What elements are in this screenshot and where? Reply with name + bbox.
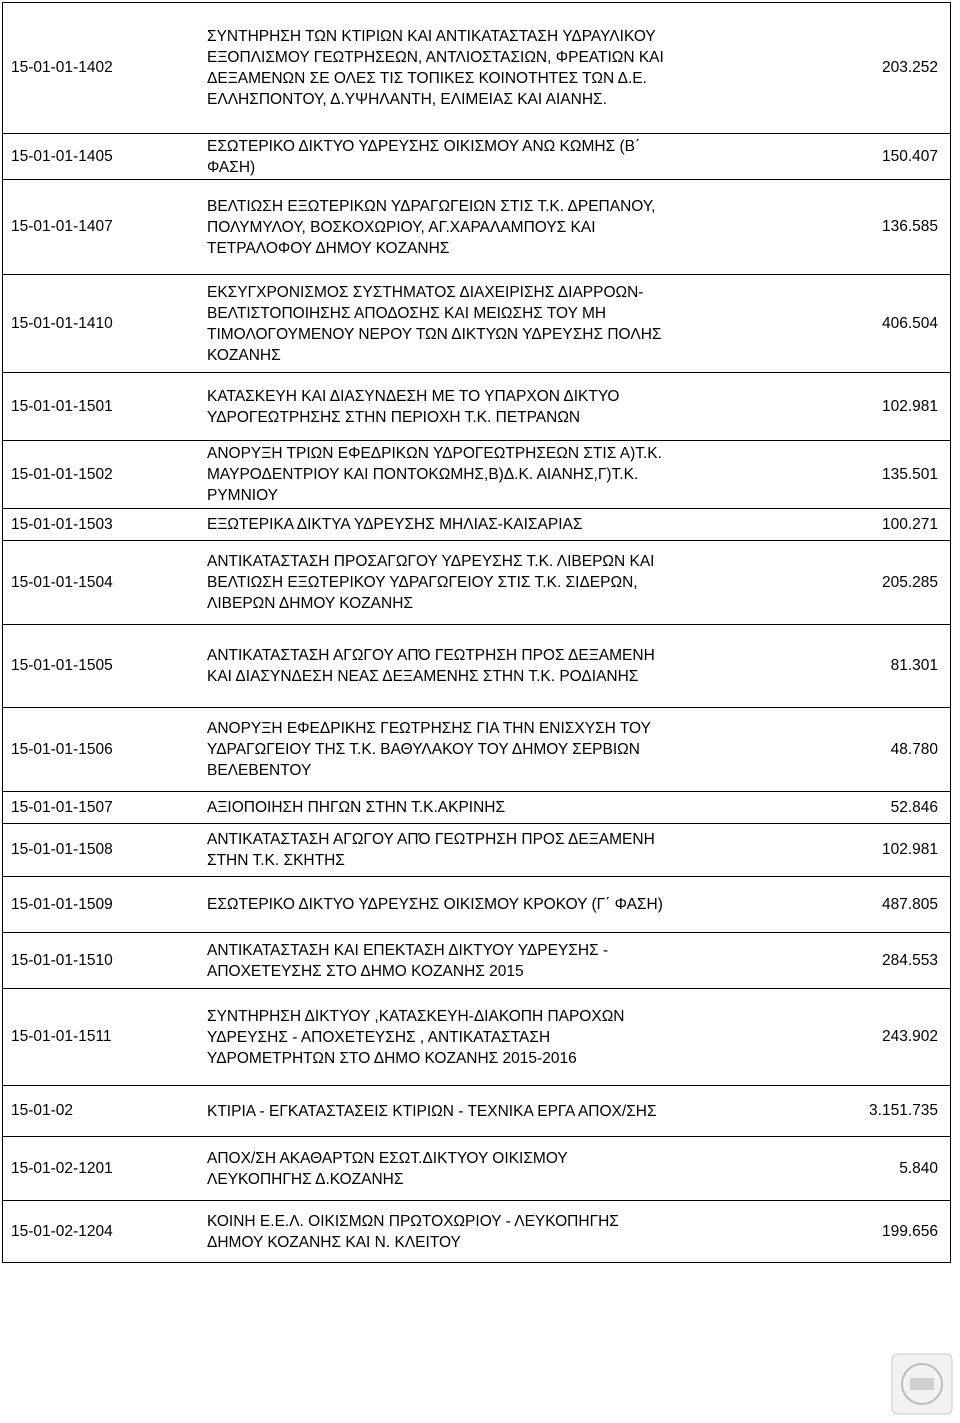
row-description: ΑΝΤΙΚΑΤΑΣΤΑΣΗ ΑΓΩΓΟΥ ΑΠΌ ΓΕΩΤΡΗΣΗ ΠΡΟΣ ΔΕΞΑΜΕΝΗ ΚΑΙ ΔΙΑΣΥΝΔΕΣΗ ΝΕΑΣ ΔΕΞΑΜΕΝΗΣ ΣΤΗΝ Τ.Κ. ΡΟΔΙΑΝΗΣ: [207, 647, 655, 685]
row-amount: 203.252: [881, 59, 938, 76]
row-code: 15-01-01-1508: [11, 841, 113, 858]
row-amount: 136.585: [881, 218, 938, 235]
row-amount: 406.504: [881, 314, 938, 332]
row-description: ΚΑΤΑΣΚΕΥΗ ΚΑΙ ΔΙΑΣΥΝΔΕΣΗ ΜΕ ΤΟ ΥΠΑΡΧΟΝ ΔΙΚΤΥΟ ΥΔΡΟΓΕΩΤΡΗΣΗΣ ΣΤΗΝ ΠΕΡΙΟΧΗ Τ.Κ. ΠΕΤΡΑΝΩΝ: [207, 387, 620, 426]
row-code: 15-01-01-1410: [11, 314, 113, 332]
row-code: 15-01-01-1502: [11, 465, 113, 483]
row-code: 15-01-02: [11, 1102, 74, 1119]
row-code: 15-01-01-1407: [11, 218, 113, 235]
row-description: ΣΥΝΤΗΡΗΣΗ ΤΩΝ ΚΤΙΡΙΩΝ ΚΑΙ ΑΝΤΙΚΑΤΑΣΤΑΣΗ ΥΔΡΑΥΛΙΚΟΥ ΕΞΟΠΛΙΣΜΟΥ ΓΕΩΤΡΗΣΕΩΝ, ΑΝΤΛΙΟΣΤΑΣΙΩΝ, ΦΡΕΑΤΙΩΝ ΚΑΙ ΔΕΞΑΜΕΝΩΝ ΣΕ ΟΛΕΣ ΤΙΣ ΤΟΠΙΚΕΣ ΚΟΙΝΟΤΗΤΕΣ ΤΩΝ Δ.Ε. ΕΛΛΗΣΠΟΝΤΟΥ, Δ.ΥΨΗΛΑΝΤΗ, ΕΛΙΜΕΙΑΣ ΚΑΙ ΑΙΑΝΗΣ.: [207, 28, 664, 108]
row-amount: 150.407: [881, 147, 938, 165]
row-description: ΕΞΩΤΕΡΙΚΑ ΔΙΚΤΥΑ ΥΔΡΕΥΣΗΣ ΜΗΛΙΑΣ-ΚΑΙΣΑΡΙΑΣ: [207, 516, 583, 533]
row-description: ΑΝΟΡΥΞΗ ΕΦΕΔΡΙΚΗΣ ΓΕΩΤΡΗΣΗΣ ΓΙΑ ΤΗΝ ΕΝΙΣΧΥΣΗ ΤΟΥ ΥΔΡΑΓΩΓΕΙΟΥ ΤΗΣ Τ.Κ. ΒΑΘΥΛΑΚΟΥ ΤΟΥ ΔΗΜΟΥ ΣΕΡΒΙΩΝ ΒΕΛΕΒΕΝΤΟΥ: [207, 720, 651, 779]
row-code: 15-01-01-1510: [11, 951, 113, 969]
table-row: [3, 876, 950, 932]
row-amount: 52.846: [890, 798, 938, 816]
table-row: [3, 624, 950, 707]
row-amount: 3.151.735: [869, 1102, 938, 1119]
table-row: [3, 179, 950, 274]
row-code: 15-01-02-1201: [11, 1159, 113, 1177]
row-code: 15-01-01-1503: [11, 515, 113, 533]
row-amount: 284.553: [881, 951, 938, 969]
row-code: 15-01-01-1405: [11, 147, 113, 165]
table-row: [3, 133, 950, 179]
table-row: [3, 3, 950, 133]
row-amount: 102.981: [881, 841, 938, 858]
budget-table: [2, 2, 951, 1263]
table-row: [3, 540, 950, 624]
row-description: ΕΣΩΤΕΡΙΚΟ ΔΙΚΤΥΟ ΥΔΡΕΥΣΗΣ ΟΙΚΙΣΜΟΥ ΑΝΩ ΚΩΜΗΣ (Β΄ ΦΑΣΗ): [207, 137, 641, 176]
row-amount: 100.271: [881, 515, 938, 533]
row-description: ΑΝΤΙΚΑΤΑΣΤΑΣΗ ΠΡΟΣΑΓΩΓΟΥ ΥΔΡΕΥΣΗΣ Τ.Κ. ΛΙΒΕΡΩΝ ΚΑΙ ΒΕΛΤΙΩΣΗ ΕΞΩΤΕΡΙΚΟΥ ΥΔΡΑΓΩΓΕΙΟΥ ΣΤΙΣ Τ.Κ. ΣΙΔΕΡΩΝ, ΛΙΒΕΡΩΝ ΔΗΜΟΥ ΚΟΖΑΝΗΣ: [207, 553, 655, 612]
table-row: [3, 372, 950, 440]
row-amount: 205.285: [881, 573, 938, 591]
table-row: [3, 440, 950, 508]
table-row: [3, 988, 950, 1085]
row-description: ΑΝΟΡΥΞΗ ΤΡΙΩΝ ΕΦΕΔΡΙΚΩΝ ΥΔΡΟΓΕΩΤΡΗΣΕΩΝ ΣΤΙΣ Α)Τ.Κ. ΜΑΥΡΟΔΕΝΤΡΙΟΥ ΚΑΙ ΠΟΝΤΟΚΩΜΗΣ,Β)Δ.Κ. ΑΙΑΝΗΣ,Γ)Τ.Κ. ΡΥΜΝΙΟΥ: [207, 445, 662, 504]
table-row: [3, 791, 950, 823]
row-description: ΕΚΣΥΓΧΡΟΝΙΣΜΟΣ ΣΥΣΤΗΜΑΤΟΣ ΔΙΑΧΕΙΡΙΣΗΣ ΔΙΑΡΡΟΩΝ-ΒΕΛΤΙΣΤΟΠΟΙΗΣΗΣ ΑΠΟΔΟΣΗΣ ΚΑΙ ΜΕΙΩΣΗΣ ΤΟΥ ΜΗ ΤΙΜΟΛΟΓΟΥΜΕΝΟΥ ΝΕΡΟΥ ΤΩΝ ΔΙΚΤΥΩΝ ΥΔΡΕΥΣΗΣ ΠΟΛΗΣ ΚΟΖΑΝΗΣ: [207, 283, 662, 364]
row-code: 15-01-01-1509: [11, 895, 113, 913]
table-row: [3, 1085, 950, 1136]
row-code: 15-01-01-1504: [11, 573, 113, 591]
table-row: [3, 1200, 950, 1262]
row-amount: 48.780: [890, 740, 938, 758]
row-amount: 243.902: [881, 1028, 938, 1045]
row-description: ΒΕΛΤΙΩΣΗ ΕΞΩΤΕΡΙΚΩΝ ΥΔΡΑΓΩΓΕΙΩΝ ΣΤΙΣ Τ.Κ. ΔΡΕΠΑΝΟΥ, ΠΟΛΥΜΥΛΟΥ, ΒΟΣΚΟΧΩΡΙΟΥ, ΑΓ.ΧΑΡΑΛΑΜΠΟΥΣ ΚΑΙ ΤΕΤΡΑΛΟΦΟΥ ΔΗΜΟΥ ΚΟΖΑΝΗΣ: [207, 197, 656, 257]
row-description: ΑΝΤΙΚΑΤΑΣΤΑΣΗ ΑΓΩΓΟΥ ΑΠΌ ΓΕΩΤΡΗΣΗ ΠΡΟΣ ΔΕΞΑΜΕΝΗ ΣΤΗΝ Τ.Κ. ΣΚΗΤΗΣ: [207, 831, 655, 869]
row-amount: 81.301: [890, 657, 938, 674]
row-description: ΚΟΙΝΗ Ε.Ε.Λ. ΟΙΚΙΣΜΩΝ ΠΡΩΤΟΧΩΡΙΟΥ - ΛΕΥΚΟΠΗΓΗΣ ΔΗΜΟΥ ΚΟΖΑΝΗΣ ΚΑΙ Ν. ΚΛΕΙΤΟΥ: [207, 1212, 619, 1251]
row-code: 15-01-01-1501: [11, 397, 113, 415]
row-code: 15-01-01-1511: [11, 1028, 112, 1045]
row-code: 15-01-01-1506: [11, 740, 113, 758]
table-row: [3, 1136, 950, 1200]
row-description: ΚΤΙΡΙΑ - ΕΓΚΑΤΑΣΤΑΣΕΙΣ ΚΤΙΡΙΩΝ - ΤΕΧΝΙΚΑ ΕΡΓΑ ΑΠΟΧ/ΣΗΣ: [207, 1102, 657, 1120]
row-amount: 135.501: [881, 465, 938, 483]
row-amount: 5.840: [899, 1159, 938, 1177]
row-description: ΑΝΤΙΚΑΤΑΣΤΑΣΗ ΚΑΙ ΕΠΕΚΤΑΣΗ ΔΙΚΤΥΟΥ ΥΔΡΕΥΣΗΣ - ΑΠΟΧΕΤΕΥΣΗΣ ΣΤΟ ΔΗΜΟ ΚΟΖΑΝΗΣ 2015: [207, 941, 609, 980]
table-row: [3, 274, 950, 372]
watermark-logo: [890, 1352, 954, 1416]
row-code: 15-01-01-1402: [11, 59, 113, 76]
table-row: [3, 932, 950, 988]
row-amount: 199.656: [881, 1222, 938, 1240]
row-description: ΑΞΙΟΠΟΙΗΣΗ ΠΗΓΩΝ ΣΤΗΝ Τ.Κ.ΑΚΡΙΝΗΣ: [207, 799, 506, 816]
table-row: [3, 508, 950, 540]
row-description: ΣΥΝΤΗΡΗΣΗ ΔΙΚΤΥΟΥ ,ΚΑΤΑΣΚΕΥΗ-ΔΙΑΚΟΠΗ ΠΑΡΟΧΩΝ ΥΔΡΕΥΣΗΣ - ΑΠΟΧΕΤΕΥΣΗΣ , ΑΝΤΙΚΑΤΑΣΤΑΣΗ ΥΔΡΟΜΕΤΡΗΤΩΝ ΣΤΟ ΔΗΜΟ ΚΟΖΑΝΗΣ 2015-2016: [207, 1007, 625, 1067]
row-amount: 487.805: [881, 895, 938, 913]
row-code: 15-01-02-1204: [11, 1222, 113, 1240]
table-row: [3, 707, 950, 791]
row-code: 15-01-01-1505: [11, 657, 113, 674]
row-description: ΕΣΩΤΕΡΙΚΟ ΔΙΚΤΥΟ ΥΔΡΕΥΣΗΣ ΟΙΚΙΣΜΟΥ ΚΡΟΚΟΥ (Γ΄ ΦΑΣΗ): [207, 896, 663, 913]
row-code: 15-01-01-1507: [11, 798, 113, 816]
table-row: [3, 823, 950, 876]
row-description: ΑΠΟΧ/ΣΗ ΑΚΑΘΑΡΤΩΝ ΕΣΩΤ.ΔΙΚΤΥΟΥ ΟΙΚΙΣΜΟΥ ΛΕΥΚΟΠΗΓΗΣ Δ.ΚΟΖΑΝΗΣ: [207, 1149, 568, 1188]
row-amount: 102.981: [881, 397, 938, 415]
